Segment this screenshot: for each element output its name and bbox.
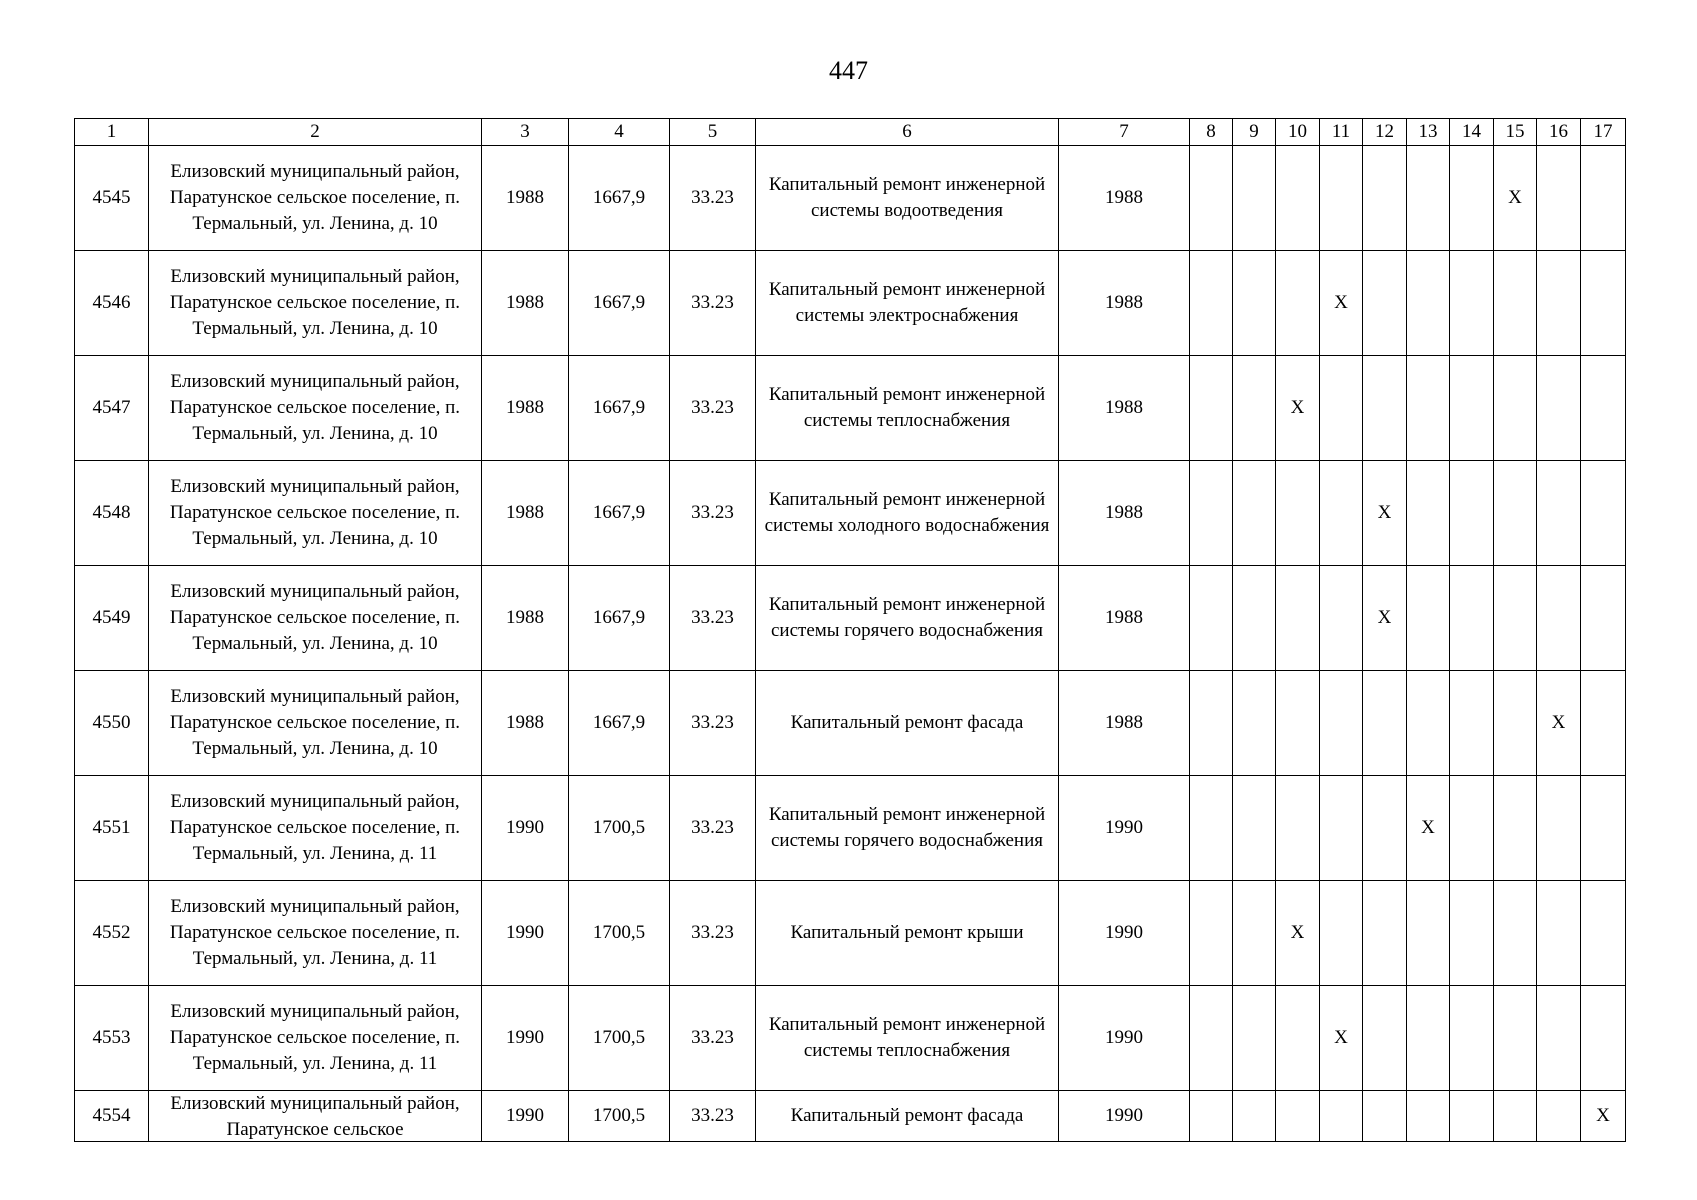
- mark-cell-col-10: [1276, 1091, 1320, 1142]
- mark-cell-col-15: [1494, 1091, 1537, 1142]
- mark-cell-col-8: [1190, 1091, 1233, 1142]
- mark-cell-col-9: [1233, 566, 1276, 671]
- mark-cell-col-12: [1363, 356, 1407, 461]
- mark-cell-col-16: X: [1537, 671, 1581, 776]
- mark-cell-col-15: [1494, 671, 1537, 776]
- year-cell: 1990: [1059, 1091, 1190, 1142]
- work-type-cell: Капитальный ремонт инженерной системы горячего водоснабжения: [756, 776, 1059, 881]
- row-number-cell: 4551: [75, 776, 149, 881]
- rate-cell: 33.23: [670, 1091, 756, 1142]
- mark-cell-col-8: [1190, 251, 1233, 356]
- mark-cell-col-10: [1276, 776, 1320, 881]
- work-type-cell: Капитальный ремонт фасада: [756, 1091, 1059, 1142]
- year-cell: 1990: [1059, 986, 1190, 1091]
- row-number-cell: 4545: [75, 146, 149, 251]
- mark-cell-col-10: [1276, 671, 1320, 776]
- area-cell: 1667,9: [569, 146, 670, 251]
- work-type-cell: Капитальный ремонт инженерной системы холодного водоснабжения: [756, 461, 1059, 566]
- table-row: [75, 1091, 1626, 1142]
- rate-cell: 33.23: [670, 356, 756, 461]
- work-type-cell: Капитальный ремонт крыши: [756, 881, 1059, 986]
- year-built-cell: 1990: [482, 1091, 569, 1142]
- row-number-cell: 4549: [75, 566, 149, 671]
- header-row: [75, 119, 1626, 146]
- mark-cell-col-11: [1320, 461, 1363, 566]
- mark-cell-col-9: [1233, 146, 1276, 251]
- mark-cell-col-17: [1581, 251, 1626, 356]
- mark-cell-col-9: [1233, 251, 1276, 356]
- work-type-cell: Капитальный ремонт инженерной системы теплоснабжения: [756, 986, 1059, 1091]
- area-cell: 1700,5: [569, 1091, 670, 1142]
- year-cell: 1990: [1059, 776, 1190, 881]
- mark-cell-col-14: [1450, 251, 1494, 356]
- work-type-cell: Капитальный ремонт инженерной системы электроснабжения: [756, 251, 1059, 356]
- mark-cell-col-12: [1363, 986, 1407, 1091]
- year-cell: 1988: [1059, 566, 1190, 671]
- area-cell: 1700,5: [569, 776, 670, 881]
- area-cell: 1667,9: [569, 671, 670, 776]
- mark-cell-col-16: [1537, 461, 1581, 566]
- column-header-8: 8: [1190, 119, 1233, 146]
- mark-cell-col-12: [1363, 776, 1407, 881]
- mark-cell-col-8: [1190, 671, 1233, 776]
- mark-cell-col-16: [1537, 146, 1581, 251]
- mark-cell-col-11: [1320, 566, 1363, 671]
- area-cell: 1667,9: [569, 356, 670, 461]
- mark-cell-col-9: [1233, 671, 1276, 776]
- mark-cell-col-8: [1190, 566, 1233, 671]
- mark-cell-col-10: X: [1276, 356, 1320, 461]
- address-cell: [149, 251, 482, 356]
- column-header-4: 4: [569, 119, 670, 146]
- year-built-cell: 1988: [482, 146, 569, 251]
- mark-cell-col-14: [1450, 461, 1494, 566]
- year-cell: 1988: [1059, 461, 1190, 566]
- mark-cell-col-14: [1450, 986, 1494, 1091]
- work-type-cell: Капитальный ремонт инженерной системы теплоснабжения: [756, 356, 1059, 461]
- mark-cell-col-9: [1233, 881, 1276, 986]
- address-cell: [149, 776, 482, 881]
- year-cell: 1988: [1059, 251, 1190, 356]
- year-cell: 1988: [1059, 356, 1190, 461]
- mark-cell-col-13: [1407, 251, 1450, 356]
- table-row: [75, 251, 1626, 356]
- mark-cell-col-13: [1407, 671, 1450, 776]
- mark-cell-col-15: [1494, 251, 1537, 356]
- work-type-cell: Капитальный ремонт инженерной системы водоотведения: [756, 146, 1059, 251]
- mark-cell-col-17: [1581, 986, 1626, 1091]
- rate-cell: 33.23: [670, 776, 756, 881]
- mark-cell-col-13: [1407, 881, 1450, 986]
- mark-cell-col-15: [1494, 356, 1537, 461]
- year-built-cell: 1990: [482, 986, 569, 1091]
- mark-cell-col-17: X: [1581, 1091, 1626, 1142]
- column-header-1: 1: [75, 119, 149, 146]
- address-cell: [149, 146, 482, 251]
- area-cell: 1700,5: [569, 881, 670, 986]
- mark-cell-col-17: [1581, 881, 1626, 986]
- mark-cell-col-14: [1450, 671, 1494, 776]
- address-text: Елизовский муниципальный район, Паратунское сельское поселение, п. Термальный, ул. Ленина, д. 10: [169, 581, 461, 654]
- year-built-cell: 1988: [482, 251, 569, 356]
- column-header-12: 12: [1363, 119, 1407, 146]
- mark-cell-col-13: [1407, 566, 1450, 671]
- mark-cell-col-16: [1537, 566, 1581, 671]
- address-text: Елизовский муниципальный район, Паратунское сельское поселение, п. Термальный, ул. Ленина, д. 11: [169, 896, 461, 969]
- address-text: Елизовский муниципальный район, Паратунское сельское поселение, п. Термальный, ул. Ленина, д. 11: [169, 791, 461, 864]
- column-header-2: 2: [149, 119, 482, 146]
- mark-cell-col-12: X: [1363, 566, 1407, 671]
- mark-cell-col-12: [1363, 146, 1407, 251]
- mark-cell-col-15: [1494, 986, 1537, 1091]
- address-cell: [149, 356, 482, 461]
- mark-cell-col-11: X: [1320, 986, 1363, 1091]
- mark-cell-col-13: [1407, 146, 1450, 251]
- table-row: [75, 566, 1626, 671]
- mark-cell-col-12: X: [1363, 461, 1407, 566]
- mark-cell-col-10: [1276, 566, 1320, 671]
- column-header-10: 10: [1276, 119, 1320, 146]
- year-built-cell: 1990: [482, 881, 569, 986]
- column-header-17: 17: [1581, 119, 1626, 146]
- rate-cell: 33.23: [670, 146, 756, 251]
- column-header-3: 3: [482, 119, 569, 146]
- table-row: [75, 356, 1626, 461]
- address-cell: [149, 881, 482, 986]
- mark-cell-col-16: [1537, 251, 1581, 356]
- column-header-11: 11: [1320, 119, 1363, 146]
- mark-cell-col-15: [1494, 776, 1537, 881]
- mark-cell-col-16: [1537, 356, 1581, 461]
- column-header-16: 16: [1537, 119, 1581, 146]
- mark-cell-col-16: [1537, 1091, 1581, 1142]
- address-cell: [149, 566, 482, 671]
- mark-cell-col-17: [1581, 356, 1626, 461]
- address-text: Елизовский муниципальный район, Паратунское сельское поселение, п. Термальный, ул. Ленина, д. 10: [169, 266, 461, 339]
- year-cell: 1990: [1059, 881, 1190, 986]
- mark-cell-col-8: [1190, 356, 1233, 461]
- mark-cell-col-12: [1363, 1091, 1407, 1142]
- mark-cell-col-10: [1276, 146, 1320, 251]
- mark-cell-col-10: [1276, 251, 1320, 356]
- table-body: [75, 146, 1626, 1142]
- table-row: [75, 776, 1626, 881]
- mark-cell-col-15: [1494, 881, 1537, 986]
- mark-cell-col-8: [1190, 776, 1233, 881]
- year-cell: 1988: [1059, 146, 1190, 251]
- mark-cell-col-17: [1581, 146, 1626, 251]
- mark-cell-col-15: [1494, 461, 1537, 566]
- address-cell: [149, 1091, 482, 1142]
- mark-cell-col-13: [1407, 1091, 1450, 1142]
- area-cell: 1667,9: [569, 251, 670, 356]
- work-type-cell: Капитальный ремонт фасада: [756, 671, 1059, 776]
- address-text: Елизовский муниципальный район, Паратунское сельское поселение, п. Термальный, ул. Ленина, д. 10: [169, 371, 461, 444]
- page-number: 447: [829, 56, 868, 85]
- table-row: [75, 146, 1626, 251]
- address-text: Елизовский муниципальный район, Паратунское сельское поселение, п. Термальный, ул. Ленина, д. 10: [169, 686, 461, 759]
- table-row: [75, 881, 1626, 986]
- row-number-cell: 4548: [75, 461, 149, 566]
- row-number-cell: 4546: [75, 251, 149, 356]
- mark-cell-col-12: [1363, 251, 1407, 356]
- mark-cell-col-14: [1450, 146, 1494, 251]
- mark-cell-col-11: [1320, 776, 1363, 881]
- address-cell: [149, 461, 482, 566]
- rate-cell: 33.23: [670, 251, 756, 356]
- rate-cell: 33.23: [670, 671, 756, 776]
- mark-cell-col-13: [1407, 986, 1450, 1091]
- mark-cell-col-8: [1190, 146, 1233, 251]
- column-header-14: 14: [1450, 119, 1494, 146]
- mark-cell-col-8: [1190, 986, 1233, 1091]
- address-text: Елизовский муниципальный район, Паратунское сельское поселение, п. Термальный, ул. Ленина, д. 10: [169, 161, 461, 234]
- mark-cell-col-16: [1537, 881, 1581, 986]
- row-number-cell: 4550: [75, 671, 149, 776]
- mark-cell-col-11: X: [1320, 251, 1363, 356]
- mark-cell-col-17: [1581, 461, 1626, 566]
- mark-cell-col-11: [1320, 881, 1363, 986]
- mark-cell-col-10: [1276, 986, 1320, 1091]
- rate-cell: 33.23: [670, 566, 756, 671]
- area-cell: 1700,5: [569, 986, 670, 1091]
- mark-cell-col-15: X: [1494, 146, 1537, 251]
- column-header-5: 5: [670, 119, 756, 146]
- mark-cell-col-11: [1320, 146, 1363, 251]
- year-built-cell: 1990: [482, 776, 569, 881]
- mark-cell-col-9: [1233, 356, 1276, 461]
- area-cell: 1667,9: [569, 461, 670, 566]
- column-header-6: 6: [756, 119, 1059, 146]
- mark-cell-col-8: [1190, 881, 1233, 986]
- row-number-cell: 4554: [75, 1091, 149, 1142]
- mark-cell-col-10: [1276, 461, 1320, 566]
- mark-cell-col-13: [1407, 461, 1450, 566]
- mark-cell-col-14: [1450, 1091, 1494, 1142]
- mark-cell-col-13: [1407, 356, 1450, 461]
- mark-cell-col-9: [1233, 986, 1276, 1091]
- mark-cell-col-8: [1190, 461, 1233, 566]
- mark-cell-col-9: [1233, 1091, 1276, 1142]
- year-built-cell: 1988: [482, 461, 569, 566]
- column-header-9: 9: [1233, 119, 1276, 146]
- table-row: [75, 461, 1626, 566]
- year-built-cell: 1988: [482, 356, 569, 461]
- rate-cell: 33.23: [670, 881, 756, 986]
- column-header-7: 7: [1059, 119, 1190, 146]
- address-text: Елизовский муниципальный район, Паратунское сельское поселение, п. Термальный, ул. Ленина, д. 11: [169, 1001, 461, 1074]
- table-row: [75, 986, 1626, 1091]
- address-cell: [149, 671, 482, 776]
- mark-cell-col-14: [1450, 356, 1494, 461]
- mark-cell-col-17: [1581, 566, 1626, 671]
- mark-cell-col-11: [1320, 671, 1363, 776]
- mark-cell-col-14: [1450, 776, 1494, 881]
- row-number-cell: 4552: [75, 881, 149, 986]
- capital-repair-table: [74, 118, 1626, 1142]
- table-row: [75, 671, 1626, 776]
- mark-cell-col-12: [1363, 881, 1407, 986]
- mark-cell-col-11: [1320, 356, 1363, 461]
- mark-cell-col-9: [1233, 776, 1276, 881]
- year-built-cell: 1988: [482, 566, 569, 671]
- mark-cell-col-17: [1581, 671, 1626, 776]
- mark-cell-col-14: [1450, 566, 1494, 671]
- address-text: Елизовский муниципальный район, Паратунское сельское поселение, п. Термальный, ул. Ленина, д. 10: [169, 476, 461, 549]
- rate-cell: 33.23: [670, 986, 756, 1091]
- year-built-cell: 1988: [482, 671, 569, 776]
- mark-cell-col-16: [1537, 776, 1581, 881]
- mark-cell-col-12: [1363, 671, 1407, 776]
- mark-cell-col-9: [1233, 461, 1276, 566]
- row-number-cell: 4553: [75, 986, 149, 1091]
- row-number-cell: 4547: [75, 356, 149, 461]
- year-cell: 1988: [1059, 671, 1190, 776]
- mark-cell-col-14: [1450, 881, 1494, 986]
- area-cell: 1667,9: [569, 566, 670, 671]
- mark-cell-col-15: [1494, 566, 1537, 671]
- address-cell: [149, 986, 482, 1091]
- column-header-15: 15: [1494, 119, 1537, 146]
- mark-cell-col-10: X: [1276, 881, 1320, 986]
- column-header-13: 13: [1407, 119, 1450, 146]
- address-text: Елизовский муниципальный район, Паратунское сельское: [170, 1093, 460, 1140]
- mark-cell-col-16: [1537, 986, 1581, 1091]
- mark-cell-col-11: [1320, 1091, 1363, 1142]
- mark-cell-col-13: X: [1407, 776, 1450, 881]
- mark-cell-col-17: [1581, 776, 1626, 881]
- rate-cell: 33.23: [670, 461, 756, 566]
- work-type-cell: Капитальный ремонт инженерной системы горячего водоснабжения: [756, 566, 1059, 671]
